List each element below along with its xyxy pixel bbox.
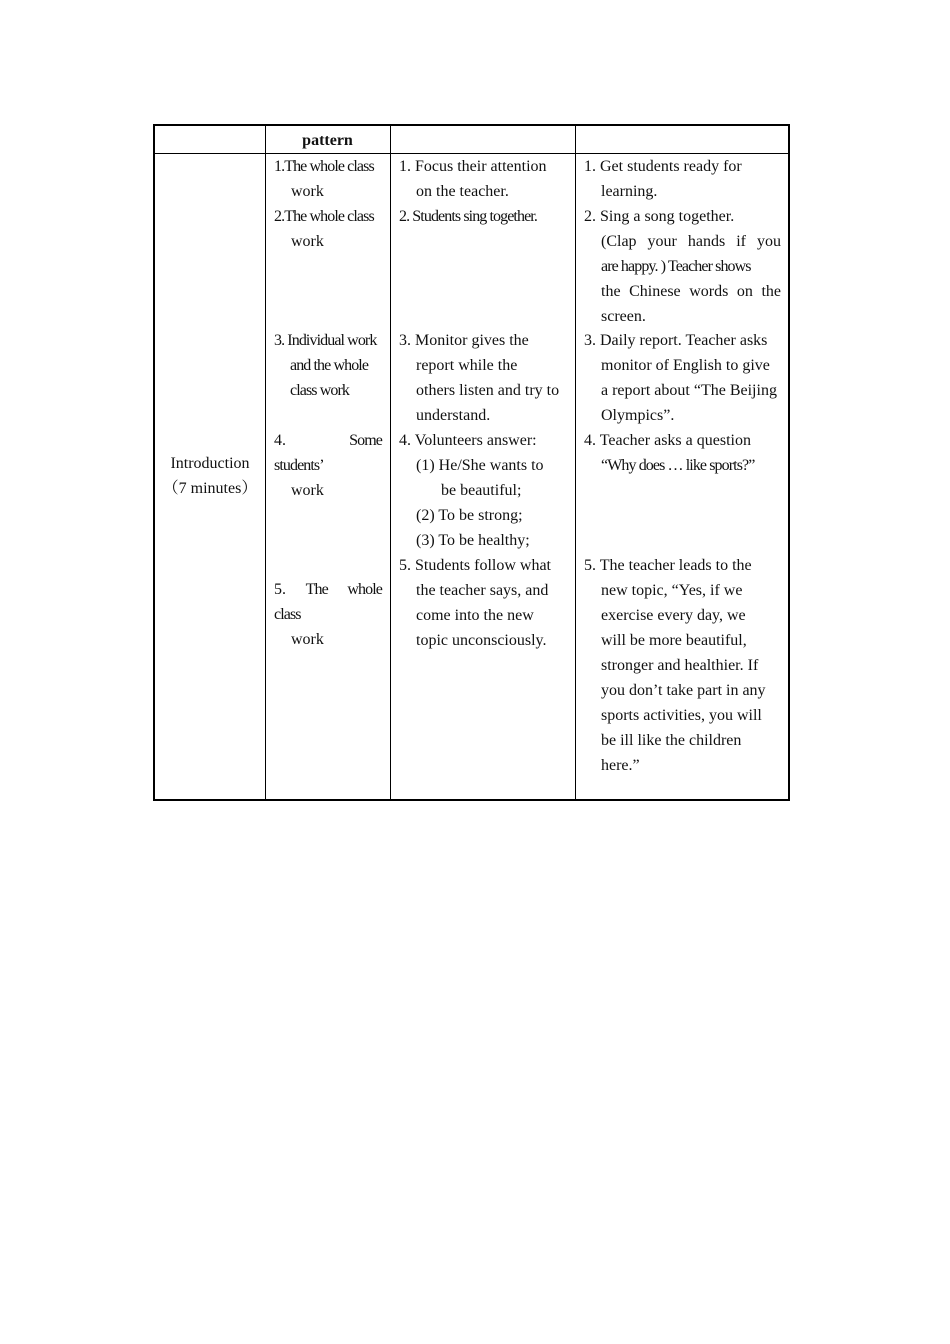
pattern-item-5-word-1: The (305, 581, 328, 598)
student-activity-5-line-3: come into the new (416, 607, 534, 624)
pattern-item-5-word-2: whole (347, 581, 382, 598)
pattern-item-4-line-3: work (291, 482, 324, 499)
pattern-item-1-line-2: work (291, 183, 324, 200)
column-divider-3 (575, 126, 576, 799)
teacher-activity-2-word-clap: (Clap (601, 233, 637, 250)
pattern-item-5-line-2: class (274, 606, 301, 623)
teacher-activity-5-line-1: 5. The teacher leads to the (584, 557, 752, 574)
teacher-activity-5-line-5: stronger and healthier. If (601, 657, 759, 674)
teacher-activity-5-line-7: sports activities, you will (601, 707, 762, 724)
teacher-activity-2-word-if: if (736, 233, 746, 250)
pattern-item-5-line-3: work (291, 631, 324, 648)
teacher-activity-2-word-the-2: the (761, 283, 781, 300)
teacher-activity-2-word-chinese: Chinese (629, 283, 681, 300)
pattern-item-3-line-1: 3. Individual work (274, 332, 377, 349)
teacher-activity-2-word-you: you (756, 233, 781, 250)
student-activity-1-line-2: on the teacher. (416, 183, 509, 200)
teacher-activity-5-line-9: here.” (601, 757, 640, 774)
student-activity-5-line-4: topic unconsciously. (416, 632, 547, 649)
teacher-activity-4-line-2: “Why does … like sports?” (601, 457, 755, 474)
teacher-activity-2-word-hands: hands (687, 233, 726, 250)
pattern-item-4-number: 4. (274, 432, 286, 449)
student-activity-5-line-1: 5. Students follow what (399, 557, 551, 574)
teacher-activity-2-line-1: 2. Sing a song together. (584, 208, 735, 225)
student-activity-1-line-1: 1. Focus their attention (399, 158, 547, 175)
pattern-item-3-line-3: class work (290, 382, 349, 399)
student-activity-4-line-3: be beautiful; (441, 482, 522, 499)
lesson-plan-table (153, 124, 790, 801)
student-activity-3-line-3: others listen and try to (416, 382, 560, 399)
teacher-activity-3-line-4: Olympics”. (601, 407, 675, 424)
stage-cell (155, 451, 265, 501)
header-cell-pattern: pattern (302, 132, 353, 149)
teacher-activity-2-line-5: screen. (601, 308, 646, 325)
stage-duration: （7 minutes） (162, 480, 258, 497)
student-activity-2-line-1: 2. Students sing together. (399, 208, 537, 225)
teacher-activity-2-line-3: are happy. ) Teacher shows (601, 258, 751, 275)
pattern-item-4-line-1 (274, 428, 382, 453)
teacher-activity-3-line-3: a report about “The Beijing (601, 382, 777, 399)
teacher-activity-5-line-6: you don’t take part in any (601, 682, 766, 699)
teacher-activity-2-word-your: your (647, 233, 677, 250)
teacher-activity-5-line-2: new topic, “Yes, if we (601, 582, 743, 599)
pattern-item-3-line-2: and the whole (290, 357, 369, 374)
teacher-activity-4-line-1: 4. Teacher asks a question (584, 432, 751, 449)
teacher-activity-5-line-3: exercise every day, we (601, 607, 746, 624)
student-activity-4-line-1: 4. Volunteers answer: (399, 432, 537, 449)
pattern-item-5-line-1 (274, 577, 382, 602)
student-activity-3-line-4: understand. (416, 407, 491, 424)
student-activity-4-line-2: (1) He/She wants to (416, 457, 544, 474)
student-activity-3-line-2: report while the (416, 357, 518, 374)
column-divider-1 (265, 126, 266, 799)
teacher-activity-2-word-words: words (689, 283, 729, 300)
teacher-activity-3-line-2: monitor of English to give (601, 357, 770, 374)
student-activity-5-line-2: the teacher says, and (416, 582, 549, 599)
student-activity-4-line-4: (2) To be strong; (416, 507, 523, 524)
teacher-activity-2-word-the: the (601, 283, 621, 300)
teacher-activity-3-line-1: 3. Daily report. Teacher asks (584, 332, 768, 349)
pattern-item-4-word: Some (349, 432, 382, 449)
teacher-activity-1-line-1: 1. Get students ready for (584, 158, 742, 175)
teacher-activity-2-line-2 (601, 229, 781, 254)
teacher-activity-1-line-2: learning. (601, 183, 658, 200)
pattern-item-2-line-1: 2.The whole class (274, 208, 374, 225)
pattern-item-4-line-2: students’ (274, 457, 324, 474)
student-activity-3-line-1: 3. Monitor gives the (399, 332, 529, 349)
pattern-item-2-line-2: work (291, 233, 324, 250)
column-divider-2 (390, 126, 391, 799)
teacher-activity-5-line-4: will be more beautiful, (601, 632, 747, 649)
pattern-item-1-line-1: 1.The whole class (274, 158, 374, 175)
student-activity-4-line-5: (3) To be healthy; (416, 532, 530, 549)
teacher-activity-2-line-4 (601, 279, 781, 304)
teacher-activity-5-line-8: be ill like the children (601, 732, 742, 749)
teacher-activity-2-word-on: on (736, 283, 753, 300)
stage-name: Introduction (170, 455, 250, 472)
pattern-item-5-number: 5. (274, 581, 286, 598)
